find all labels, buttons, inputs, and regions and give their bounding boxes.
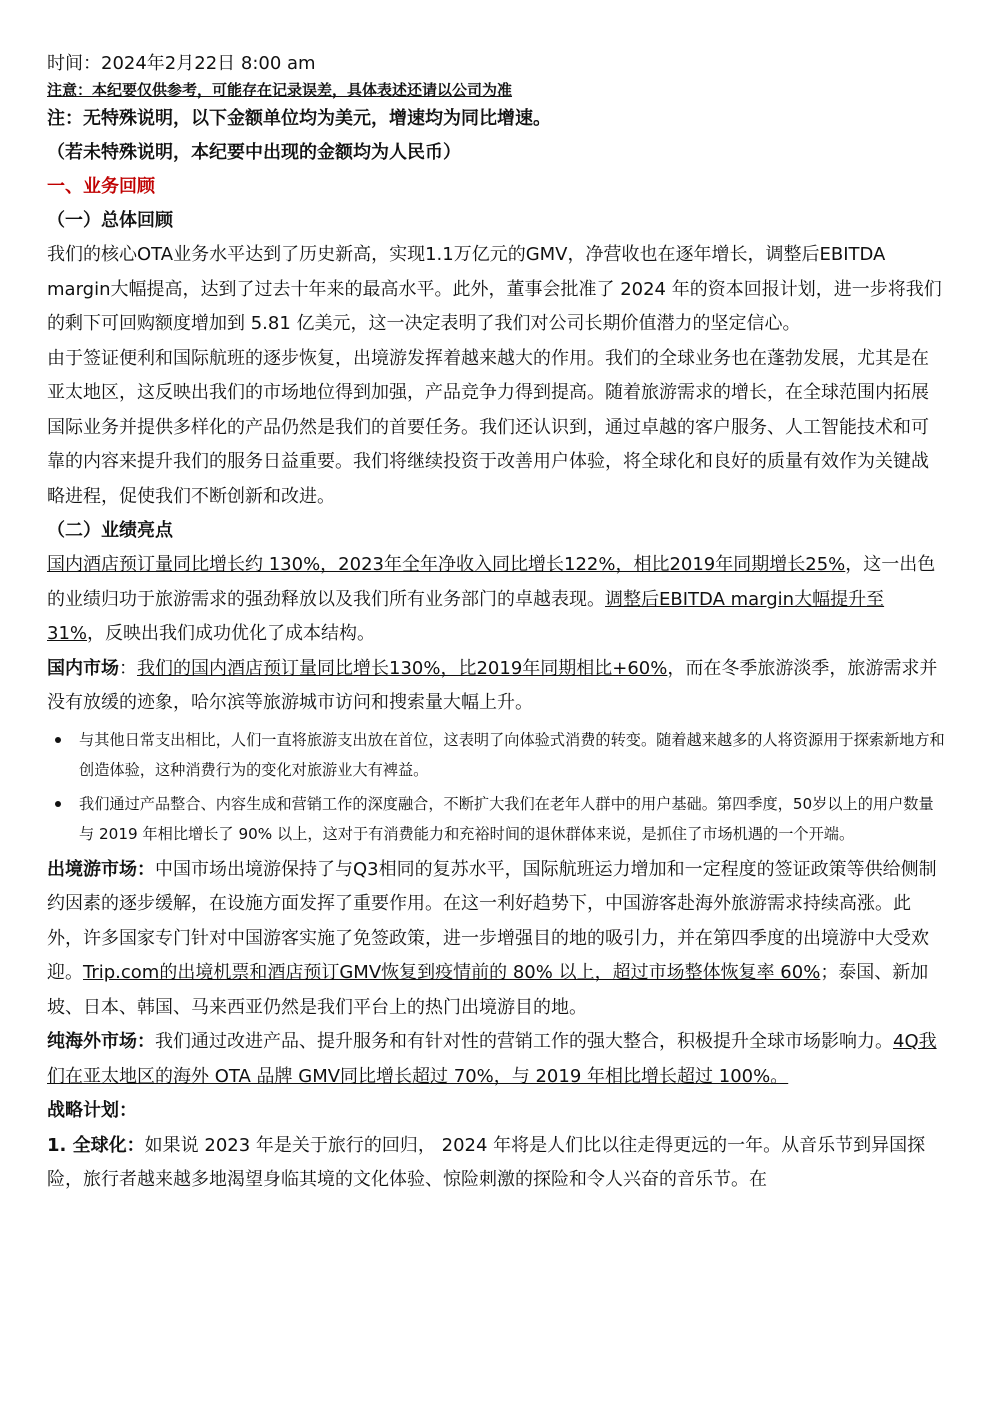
outbound-market-paragraph [47, 853, 946, 1026]
meeting-time: 时间：2024年2月22日 8:00 am [47, 53, 316, 74]
strategy-title: 战略计划： [47, 1100, 137, 1121]
section-title-business-review: 一、业务回顾 [47, 176, 155, 197]
label-separator: ： [119, 657, 137, 679]
highlights-paragraph [47, 548, 946, 652]
bullet-item [47, 725, 946, 785]
bullet-dot-icon [55, 801, 61, 807]
currency-note: 注：无特殊说明，以下金额单位均为美元，增速均为同比增速。 [47, 108, 551, 129]
overseas-market-label: 纯海外市场： [47, 1031, 155, 1052]
currency-note-rmb: （若未特殊说明，本纪要中出现的金额均为人民币） [47, 142, 461, 163]
disclaimer-notice: 注意：本纪要仅供参考，可能存在记录误差，具体表述还请以公司为准 [47, 81, 513, 99]
overseas-underlined-text: 4Q我们在亚太地区的海外 OTA 品牌 GMV同比增长超过 70%，与 2019 年相比增长超过 100%。 [47, 1031, 937, 1087]
highlight-underlined-text: 调整后EBITDA margin大幅提升至 31% [47, 588, 885, 644]
domestic-underlined-text: 我们的国内酒店预订量同比增长130%，比2019年同期相比+60% [137, 657, 668, 679]
subsection-title-overview: （一）总体回顾 [47, 210, 173, 231]
strategy-item-text: 如果说 2023 年是关于旅行的回归， 2024 年将是人们比以往走得更远的一年。从音乐节到异国探险，旅行者越来越多地渴望身临其境的文化体验、惊险刺激的探险和令人兴奋的音乐节。在 [47, 1134, 926, 1190]
overseas-text: 我们通过改进产品、提升服务和有针对性的营销工作的强大整合，积极提升全球市场影响力。 [155, 1031, 893, 1052]
highlight-text: ，反映出我们成功优化了成本结构。 [87, 623, 376, 644]
outbound-text: 中国市场出境游保持了与Q3相同的复苏水平，国际航班运力增加和一定程度的签证政策等供给侧制约因素的逐步缓解，在设施方面发挥了重要作用。在这一利好趋势下，中国游客赴海外旅游需求持续高涨。此外，许多国家专门针对中国游客实施了免签政策，进一步增强目的地的吸引力，并在第四季度的出境游中大受欢迎。 [47, 858, 937, 983]
bullet-dot-icon [55, 737, 61, 743]
outbound-text-2: ；泰国、新加坡、日本、韩国、马来西亚仍然是我们平台上的热门出境游目的地。 [47, 962, 929, 1018]
domestic-market-paragraph [47, 652, 946, 721]
strategy-item-globalization [47, 1129, 946, 1198]
overseas-market-paragraph [47, 1025, 946, 1094]
overview-paragraph-2: 由于签证便利和国际航班的逐步恢复，出境游发挥着越来越大的作用。我们的全球业务也在蓬勃发展，尤其是在亚太地区，这反映出我们的市场地位得到加强，产品竞争力得到提高。随着旅游需求的增长，在全球范围内拓展国际业务并提供多样化的产品仍然是我们的首要任务。我们还认识到，通过卓越的客户服务、人工智能技术和可靠的内容来提升我们的服务日益重要。我们将继续投资于改善用户体验，将全球化和良好的质量有效作为关键战略进程，促使我们不断创新和改进。 [47, 347, 929, 507]
strategy-item-label: 1. 全球化： [47, 1134, 145, 1156]
domestic-market-label: 国内市场 [47, 657, 119, 679]
highlight-underlined-text: 国内酒店预订量同比增长约 130%，2023年全年净收入同比增长122%，相比2019年同期增长25% [47, 554, 846, 575]
subsection-title-highlights: （二）业绩亮点 [47, 520, 173, 541]
outbound-underlined-text: Trip.com的出境机票和酒店预订GMV恢复到疫情前的 80% 以上，超过市场整体恢复率 60% [83, 962, 821, 983]
outbound-market-label: 出境游市场： [47, 858, 155, 880]
domestic-bullet-list [47, 725, 946, 849]
domestic-text: ，而在冬季旅游淡季，旅游需求并没有放缓的迹象，哈尔滨等旅游城市访问和搜索量大幅上升。 [47, 657, 938, 713]
highlight-text: ，这一出色的业绩归功于旅游需求的强劲释放以及我们所有业务部门的卓越表现。 [47, 554, 936, 610]
bullet-text: 与其他日常支出相比，人们一直将旅游支出放在首位，这表明了向体验式消费的转变。随着越来越多的人将资源用于探索新地方和创造体验，这种消费行为的变化对旅游业大有裨益。 [79, 730, 945, 779]
bullet-text: 我们通过产品整合、内容生成和营销工作的深度融合，不断扩大我们在老年人群中的用户基础。第四季度，50岁以上的用户数量与 2019 年相比增长了 90% 以上，这对于有消费能力和充裕时间的退休群体来说，是抓住了市场机遇的一个开端。 [79, 794, 934, 843]
bullet-item [47, 789, 946, 849]
overview-paragraph-1: 我们的核心OTA业务水平达到了历史新高，实现1.1万亿元的GMV，净营收也在逐年增长，调整后EBITDA margin大幅提高，达到了过去十年来的最高水平。此外，董事会批准了 2024 年的资本回报计划，进一步将我们的剩下可回购额度增加到 5.81 亿美元，这一决定表明了我们对公司长期价值潜力的坚定信心。 [47, 244, 942, 334]
